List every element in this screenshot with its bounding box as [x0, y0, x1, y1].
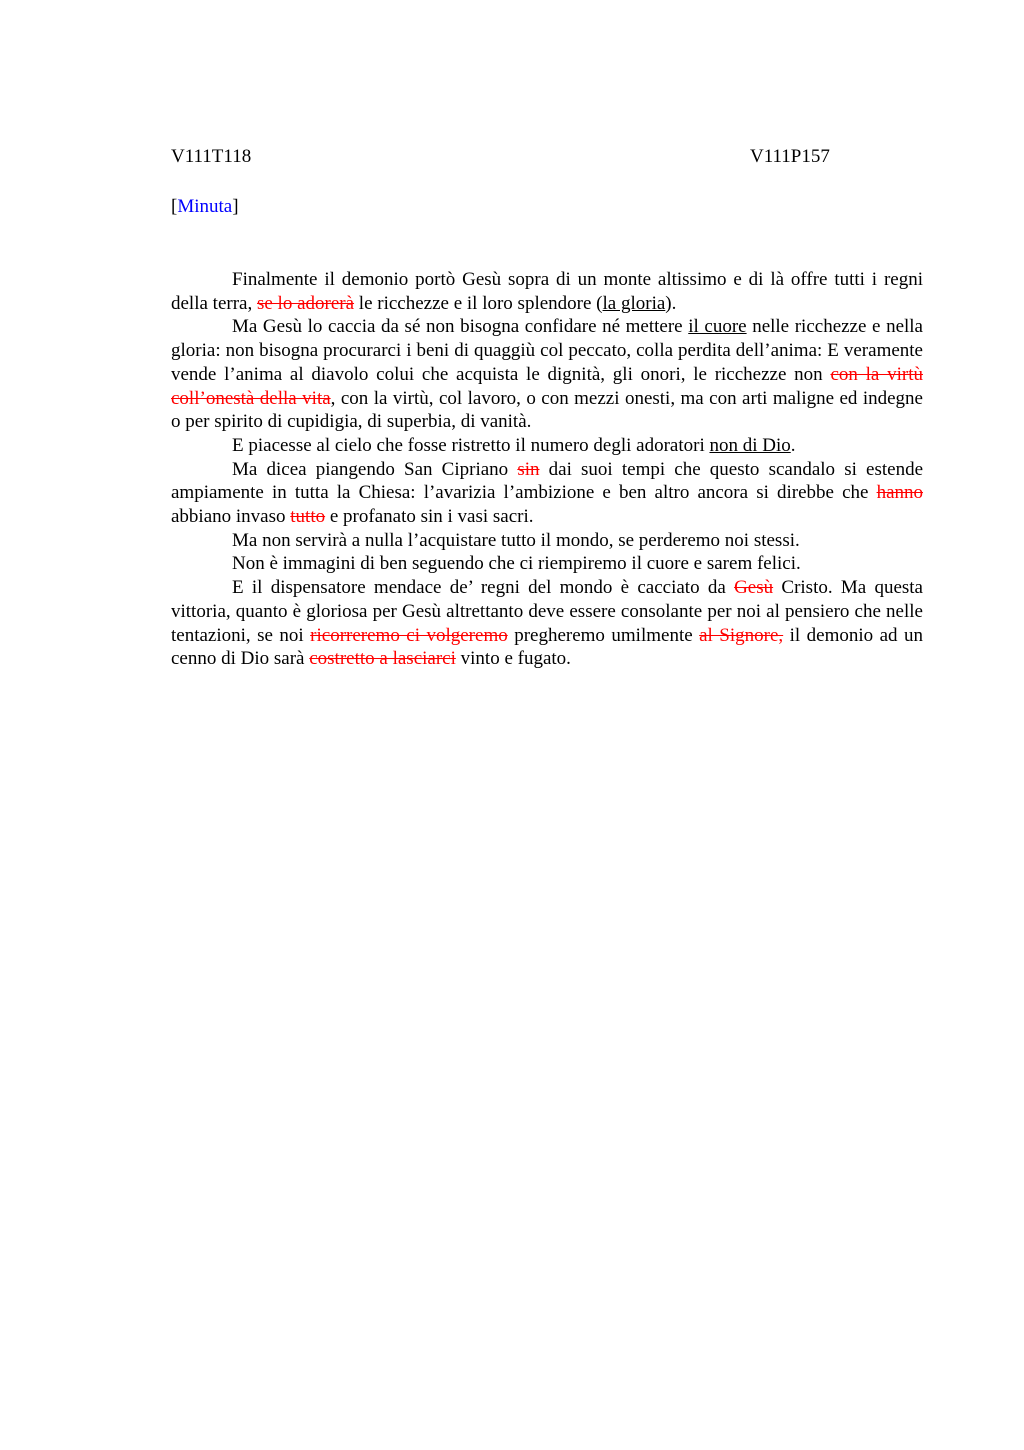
paragraph-4 — [171, 458, 923, 529]
section-label-open-bracket: [ — [171, 196, 178, 217]
left-document-code: V111T118 — [171, 146, 252, 167]
text-run: Cristo. Ma questa vittoria, quanto è gloriosa per Gesù altrettanto deve essere consolante per noi al pensiero che nelle tentazioni, se noi — [171, 577, 923, 646]
paragraph-5 — [171, 529, 923, 553]
paragraph-3 — [171, 434, 923, 458]
text-run: dai suoi tempi che questo scandalo si estende ampiamente in tutta la Chiesa: l’avarizia l’ambizione e ben altro ancora si direbbe che — [171, 458, 923, 504]
underlined-text: la gloria — [602, 292, 666, 314]
document-header — [171, 145, 923, 169]
text-run: abbiano invaso — [171, 506, 291, 528]
deleted-text: sin — [517, 458, 540, 480]
deleted-text: tutto — [290, 506, 326, 528]
right-document-code: V111P157 — [750, 146, 830, 167]
deleted-text: Gesù — [734, 577, 774, 599]
text-run: pregheremo umilmente — [507, 624, 700, 646]
document-page — [171, 145, 923, 671]
document-body — [171, 268, 923, 671]
paragraph-1 — [171, 268, 923, 315]
text-run: , con la virtù, col lavoro, o con mezzi onesti, ma con arti maligne ed indegne o per spirito di cupidigia, di superbia, di vanità. — [171, 387, 923, 433]
text-run: nelle ricchezze e nella gloria: non bisogna procurarci i beni di quaggiù col peccato, colla perdita dell’anima: E veramente vende l’anima al diavolo colui che acquista le dignità, gli onori, le ricchezze non — [171, 316, 923, 385]
section-label-close-bracket: ] — [232, 196, 239, 217]
text-run: le ricchezze e il loro splendore ( — [354, 292, 603, 314]
deleted-text: hanno — [876, 482, 923, 504]
paragraph-6 — [171, 552, 923, 576]
text-run: Non è immagini di ben seguendo che ci riempiremo il cuore e sarem felici. — [232, 553, 801, 575]
text-run: Finalmente il demonio portò Gesù sopra di un monte altissimo e di là offre tutti i regni della terra, — [171, 269, 923, 314]
deleted-text: ricorreremo ci volgeremo — [310, 624, 508, 646]
text-run: E il dispensatore mendace de’ regni del mondo è cacciato da — [232, 577, 735, 599]
underlined-text: il cuore — [688, 316, 747, 338]
deleted-text: al Signore, — [699, 624, 784, 646]
section-label-text: Minuta — [177, 196, 233, 217]
text-run: Ma non servirà a nulla l’acquistare tutto il mondo, se perderemo noi stessi. — [232, 529, 800, 551]
deleted-text: con la virtù coll’onestà della vita — [171, 363, 923, 409]
text-run: Ma dicea piangendo San Cipriano — [232, 458, 518, 480]
text-run: ). — [665, 292, 677, 314]
text-run: il demonio ad un cenno di Dio sarà — [171, 624, 923, 670]
text-run: . — [790, 434, 796, 456]
section-label — [171, 195, 923, 219]
text-run: Ma Gesù lo caccia da sé non bisogna confidare né mettere — [232, 316, 689, 338]
deleted-text: se lo adorerà — [256, 292, 355, 314]
paragraph-7 — [171, 576, 923, 671]
deleted-text: costretto a lasciarci — [309, 648, 456, 670]
text-run: e profanato sin i vasi sacri. — [325, 506, 534, 528]
underlined-text: non di Dio — [709, 434, 791, 456]
text-run: E piacesse al cielo che fosse ristretto il numero degli adoratori — [232, 434, 710, 456]
text-run: vinto e fugato. — [455, 648, 571, 670]
paragraph-2 — [171, 315, 923, 434]
